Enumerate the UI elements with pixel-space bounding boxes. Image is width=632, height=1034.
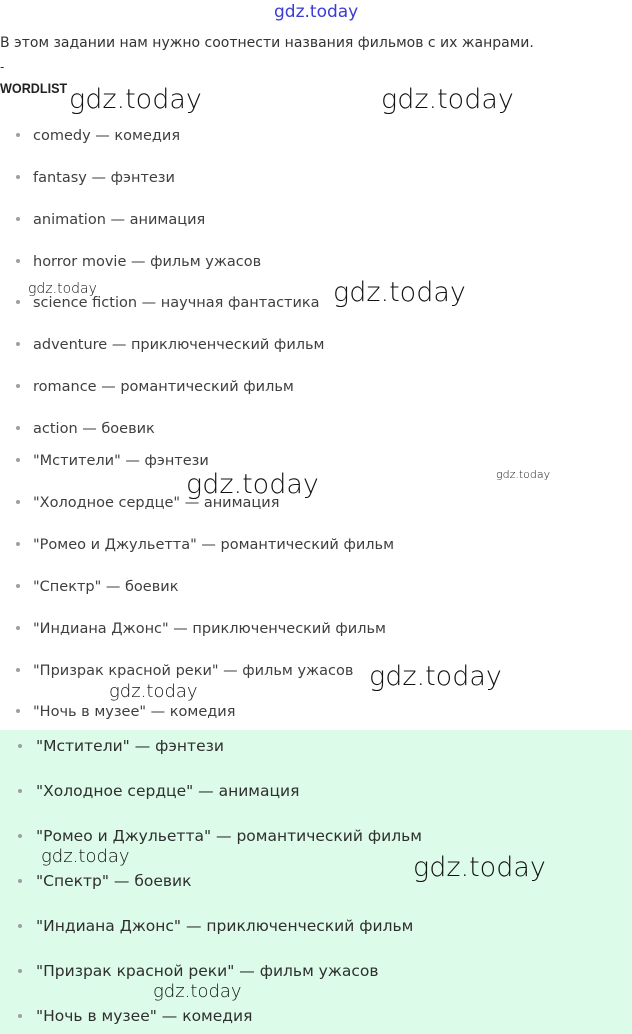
- intro-text: В этом задании нам нужно соотнести названия фильмов с их жанрами.: [0, 35, 534, 51]
- answer-item: "Ночь в музее" — комедия: [18, 1007, 252, 1025]
- answer-box: [0, 730, 632, 1034]
- watermark-logo: gdz.today: [333, 277, 466, 308]
- bullet-icon: [18, 789, 22, 793]
- list-item: action — боевик: [16, 421, 155, 437]
- list-item: fantasy — фэнтези: [16, 170, 175, 186]
- bullet-icon: [16, 175, 20, 179]
- list-item: horror movie — фильм ужасов: [16, 254, 261, 270]
- answer-item: "Спектр" — боевик: [18, 872, 191, 890]
- answer-item: "Призрак красной реки" — фильм ужасов: [18, 962, 378, 980]
- list-item: "Спектр" — боевик: [16, 579, 178, 595]
- bullet-icon: [16, 458, 20, 462]
- bullet-icon: [16, 300, 20, 304]
- bullet-icon: [16, 668, 20, 672]
- watermark-logo: gdz.today: [69, 84, 202, 115]
- bullet-icon: [18, 969, 22, 973]
- bullet-icon: [16, 342, 20, 346]
- bullet-icon: [16, 542, 20, 546]
- bullet-icon: [16, 217, 20, 221]
- watermark-logo: gdz.today: [413, 852, 546, 883]
- bullet-icon: [16, 426, 20, 430]
- answer-item: "Ромео и Джульетта" — романтический фильм: [18, 827, 422, 845]
- watermark-logo: gdz.today: [381, 84, 514, 115]
- bullet-icon: [16, 259, 20, 263]
- top-watermark: gdz.today: [274, 2, 359, 22]
- list-item: "Призрак красной реки" — фильм ужасов: [16, 663, 353, 679]
- watermark-logo: gdz.today: [153, 981, 242, 1002]
- answer-item: "Индиана Джонс" — приключенческий фильм: [18, 917, 413, 935]
- list-item: "Ночь в музее" — комедия: [16, 704, 235, 720]
- wordlist-title: WORDLIST: [0, 80, 68, 96]
- list-item: "Холодное сердце" — анимация: [16, 495, 279, 511]
- watermark-logo: gdz.today: [369, 661, 502, 692]
- list-item: comedy — комедия: [16, 128, 180, 144]
- watermark-logo: gdz.today: [41, 846, 130, 867]
- list-item: "Индиана Джонс" — приключенческий фильм: [16, 621, 386, 637]
- bullet-icon: [18, 834, 22, 838]
- bullet-icon: [16, 584, 20, 588]
- answer-item: "Мстители" — фэнтези: [18, 737, 224, 755]
- bullet-icon: [16, 133, 20, 137]
- watermark-logo: gdz.today: [109, 681, 198, 702]
- list-item: science fiction — научная фантастика: [16, 295, 320, 311]
- list-item: romance — романтический фильм: [16, 379, 294, 395]
- bullet-icon: [18, 879, 22, 883]
- list-item: adventure — приключенческий фильм: [16, 337, 325, 353]
- watermark-logo: gdz.today: [496, 468, 551, 481]
- bullet-icon: [16, 500, 20, 504]
- bullet-icon: [18, 924, 22, 928]
- intro-dash: -: [0, 60, 5, 74]
- watermark-logo: gdz.today: [28, 281, 97, 297]
- watermark-logo: gdz.today: [186, 469, 319, 500]
- bullet-icon: [16, 626, 20, 630]
- bullet-icon: [18, 744, 22, 748]
- bullet-icon: [16, 384, 20, 388]
- answer-item: "Холодное сердце" — анимация: [18, 782, 299, 800]
- bullet-icon: [18, 1014, 22, 1018]
- list-item: "Ромео и Джульетта" — романтический фильм: [16, 537, 394, 553]
- bullet-icon: [16, 709, 20, 713]
- list-item: animation — анимация: [16, 212, 205, 228]
- list-item: "Мстители" — фэнтези: [16, 453, 209, 469]
